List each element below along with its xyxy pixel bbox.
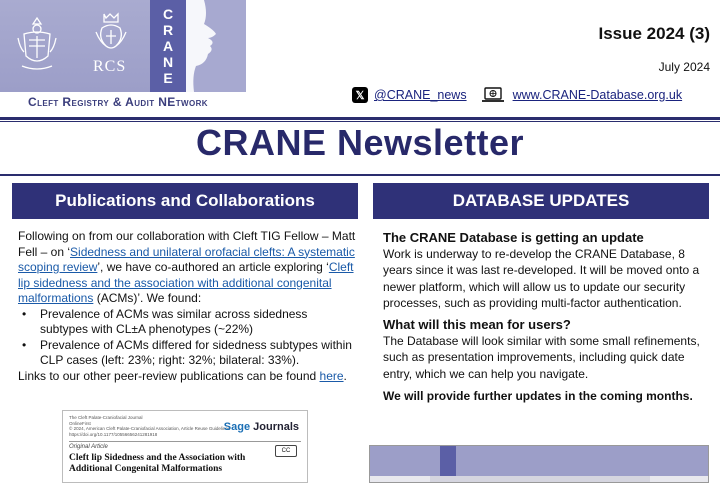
intro-text: ’, we have co-authored an article exploring ‘ xyxy=(97,260,329,274)
sage-word: Sage xyxy=(223,421,251,433)
database-paragraph: Work is underway to re-develop the CRANE Database, 8 years since it was last re-developed. It will be moved onto a newer platform, which will allow us to update our security processes, such as providing multi-factor authentication. xyxy=(383,247,700,310)
crane-letter: R xyxy=(162,22,174,38)
laptop-icon xyxy=(481,87,505,103)
publications-heading: Publications and Collaborations xyxy=(12,183,358,219)
outro-text: . xyxy=(343,368,347,383)
crane-logo xyxy=(0,0,246,92)
publications-outro xyxy=(18,369,358,385)
face-profile-icon xyxy=(186,0,246,92)
screenshot-nav xyxy=(430,476,650,483)
issue-date: July 2024 xyxy=(658,60,710,74)
header-divider xyxy=(0,117,720,120)
closing-note: We will provide further updates in the coming months. xyxy=(383,389,693,404)
publications-intro xyxy=(18,229,358,307)
journal-copyright: © 2024, American Cleft Palate-Craniofacial Association, Article Reuse Guidelines xyxy=(69,426,231,431)
article-title: Cleft lip Sidedness and the Association with Additional Congenital Malformations xyxy=(69,453,246,474)
journal-name: The Cleft Palate-Craniofacial Journal xyxy=(69,415,143,420)
license-badge: CC xyxy=(275,445,297,457)
title-divider xyxy=(0,174,720,176)
scoping-review-link[interactable]: Sidedness and unilateral orofacial clefts: A systematic scoping review xyxy=(18,244,355,274)
article-preview[interactable] xyxy=(62,410,308,483)
crane-letter: C xyxy=(162,6,174,22)
database-subheading: The CRANE Database is getting an update xyxy=(383,230,644,245)
journals-word: Journals xyxy=(253,421,299,433)
journal-doi: https://doi.org/10.1177/10556656241281918 xyxy=(69,431,158,437)
findings-list xyxy=(18,307,358,369)
database-body xyxy=(383,230,708,404)
intro-text: (ACMs)’. We found: xyxy=(93,291,202,305)
list-item: • Prevalence of ACMs was similar across sidedness subtypes with CL±A phenotypes (~22%) xyxy=(18,307,358,338)
screenshot-header xyxy=(370,446,709,476)
database-heading: DATABASE UPDATES xyxy=(373,183,709,219)
sage-journals-logo xyxy=(224,421,299,433)
newsletter-title: CRANE Newsletter xyxy=(195,122,525,163)
journal-subline: OnlineFirst xyxy=(69,420,91,426)
crane-letter: N xyxy=(162,54,174,70)
publications-body xyxy=(18,229,358,384)
crane-letter: E xyxy=(163,70,173,86)
paper-divider xyxy=(69,441,301,442)
users-subheading: What will this mean for users? xyxy=(383,317,571,333)
intro-text: Following on from our collaboration with Cleft TIG Fellow – Matt Fell – on ‘ xyxy=(18,229,356,259)
twitter-handle-link[interactable]: @CRANE_news xyxy=(374,88,467,102)
crane-vertical-wordmark xyxy=(150,0,186,92)
article-type: Original Article xyxy=(69,444,108,450)
article-link[interactable]: Cleft lip sidedness and the association with additional congenital malformations xyxy=(18,260,354,305)
crane-letter: A xyxy=(162,38,174,54)
rcs-label: RCS xyxy=(93,58,127,75)
outro-text: Links to our other peer-review publications can be found xyxy=(18,368,320,383)
database-screenshot xyxy=(369,445,709,483)
network-name: Cleft Registry & Audit NEtwork xyxy=(28,95,208,109)
list-item: • Prevalence of ACMs differed for sidedness subtypes within CLP cases (left: 23%; right: 32%; bilateral: 33%). xyxy=(18,338,358,369)
users-paragraph: The Database will look similar with some small refinements, such as presentation improvements, including quick date entry, which we can help you navigate. xyxy=(383,334,700,381)
social-links xyxy=(352,86,682,104)
website-link[interactable]: www.CRANE-Database.org.uk xyxy=(512,88,683,102)
issue-number: Issue 2024 (3) xyxy=(598,24,710,43)
publications-here-link[interactable]: here xyxy=(319,368,344,383)
coat-of-arms-icon xyxy=(14,12,60,74)
x-logo-icon[interactable]: 𝕏 xyxy=(352,87,368,103)
screenshot-logo-strip xyxy=(440,446,456,476)
